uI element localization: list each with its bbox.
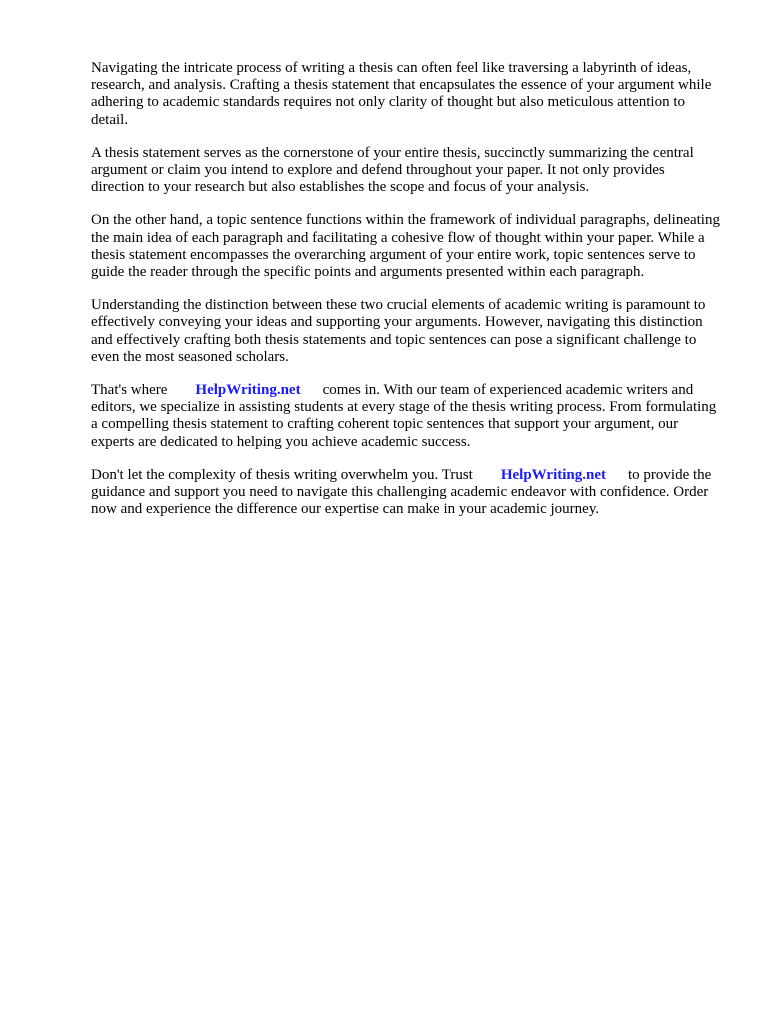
paragraph-1: Navigating the intricate process of writing a thesis can often feel like traversing a labyrinth of ideas, research, and analysis. Crafting a thesis statement that encapsulates the essence of your argument while adhering to academic standards requires not only clarity of thought but also meticulous attention to detail. (91, 60, 712, 128)
paragraph-5-rest: comes in. With our team of experienced academic writers and editors, we specialize in assisting students at every stage of the thesis writing process. From formulating a compelling thesis statement to crafting coherent topic sentences that support your argument, our experts are dedicated to helping you achieve academic success. (91, 382, 717, 450)
paragraph-5-lead: That's where (91, 382, 168, 399)
helpwriting-link[interactable]: HelpWriting.net (500, 466, 606, 483)
paragraph-6-rest: to provide the guidance and support you need to navigate this challenging academic endeavor with confidence. Order now and experience the difference our expertise can make in your academic journey. (91, 466, 712, 518)
paragraph-4: Understanding the distinction between these two crucial elements of academic writing is paramount to effectively conveying your ideas and supporting your arguments. However, navigating this distinction and effectively crafting both thesis statements and topic sentences can pose a significant challenge to even the most seasoned scholars. (91, 297, 706, 365)
paragraph-6 (91, 467, 721, 519)
paragraph-2: A thesis statement serves as the cornerstone of your entire thesis, succinctly summarizing the central argument or claim you intend to explore and defend throughout your paper. It not only provides direction to your research but also establishes the scope and focus of your analysis. (91, 144, 694, 196)
document-page (91, 60, 721, 534)
paragraph-5 (91, 382, 721, 451)
paragraph-3: On the other hand, a topic sentence functions within the framework of individual paragraphs, delineating the main idea of each paragraph and facilitating a cohesive flow of thought within your paper. While a thesis statement encompasses the overarching argument of your entire work, topic sentences serve to guide the reader through the specific points and arguments presented within each paragraph. (91, 212, 720, 281)
helpwriting-link[interactable]: HelpWriting.net (195, 382, 301, 399)
paragraph-6-lead: Don't let the complexity of thesis writing overwhelm you. Trust (91, 466, 473, 483)
